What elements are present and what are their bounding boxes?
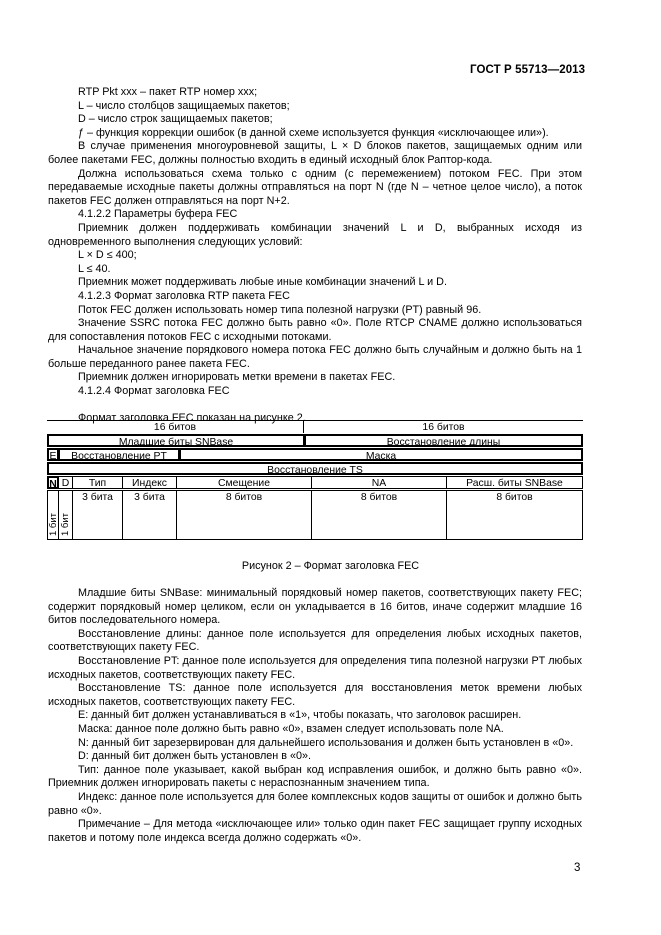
bits-left: 16 битов bbox=[47, 420, 304, 433]
formula: L ≤ 40. bbox=[78, 262, 111, 275]
figure-row-4 bbox=[45, 462, 585, 476]
paragraph: Поток FEC должен использовать номер типа полезной нагрузки (PT) равный 96. bbox=[78, 303, 482, 316]
fec-header-figure bbox=[45, 420, 585, 540]
paragraph: Индекс: данное поле используется для более комплексных кодов защиты от ошибок и должно быть равно «0». bbox=[48, 790, 582, 817]
snbase-ext-size: 8 битов bbox=[446, 490, 583, 540]
paragraph: Значение SSRC потока FEC должно быть равно «0». Поле RTCP CNAME должно использоваться для сопоставления потоков FEC с исходными потоками. bbox=[48, 317, 582, 343]
formula: L × D ≤ 400; bbox=[78, 249, 137, 262]
paragraph: Приемник должен поддерживать комбинации значений L и D, выбранных исходя из одновременного выполнения следующих условий: bbox=[48, 221, 582, 248]
index-size: 3 бита bbox=[122, 490, 177, 540]
document-header: ГОСТ Р 55713—2013 bbox=[470, 64, 586, 76]
d-bit-field: D bbox=[58, 476, 73, 489]
na-field: NA bbox=[311, 476, 447, 489]
paragraph: Приемник должен игнорировать метки времени в пакетах FEC. bbox=[78, 371, 396, 384]
d-size-cell bbox=[58, 490, 73, 540]
figure-row-sizes bbox=[45, 490, 585, 540]
paragraph: Восстановление PT: данное поле используется для определения типа полезной нагрузки PT любых исходных пакетов, соответствующих пакету FEC. bbox=[48, 654, 582, 681]
note: Примечание – Для метода «исключающее или» только один пакет FEC защищает группу исходных пакетов и потому поле индекса всегда должно содержать «0». bbox=[48, 818, 582, 844]
pt-recovery-field: Восстановление PT bbox=[58, 448, 180, 461]
na-size: 8 битов bbox=[311, 490, 447, 540]
offset-field: Смещение bbox=[176, 476, 312, 489]
type-size: 3 бита bbox=[72, 490, 123, 540]
type-field: Тип bbox=[72, 476, 123, 489]
paragraph: Восстановление TS: данное поле используется для восстановления меток времени любых исходных пакетов, соответствующих пакету FEC. bbox=[48, 682, 582, 708]
d-size-label: 1 бит bbox=[60, 512, 71, 536]
figure-row-2 bbox=[45, 434, 585, 448]
figure-intro: Формат заголовка FEC показан на рисунке 2. bbox=[78, 411, 306, 424]
offset-size: 8 битов bbox=[176, 490, 312, 540]
length-recovery-field: Восстановление длины bbox=[304, 434, 583, 447]
paragraph: В случае применения многоуровневой защиты, L × D блоков пакетов, защищаемых одним или более пакетами FEC, должны полностью входить в единый исходный блок Раптор-кода. bbox=[48, 140, 582, 166]
ts-recovery-field: Восстановление TS bbox=[47, 462, 583, 475]
n-bit-field: N bbox=[47, 476, 59, 489]
paragraph: Должна использоваться схема только с одним (с перемежением) потоком FEC. При этом передаваемые исходные пакеты должны отправляться на порт N (где N – четное целое число), а поток пакетов FEC должен отправляться на порт N+2. bbox=[48, 167, 582, 207]
snbase-ext-field: Расш. биты SNBase bbox=[446, 476, 583, 489]
bits-right: 16 битов bbox=[304, 420, 583, 433]
figure-row-3 bbox=[45, 448, 585, 462]
n-size-label: 1 бит bbox=[48, 512, 59, 536]
paragraph: Маска: данное поле должно быть равно «0», взамен следует использовать поле NA. bbox=[78, 722, 504, 735]
paragraph: N: данный бит зарезервирован для дальнейшего использования и должен быть установлен в «0». bbox=[78, 736, 574, 749]
paragraph: Младшие биты SNBase: минимальный порядковый номер пакетов, соответствующих пакету FEC; содержит порядковый номер целиком, если он укладывается в 16 битов, иначе содержит младшие 16 битов последовательного номера. bbox=[48, 587, 582, 627]
paragraph: RTP Pkt xxx – пакет RTP номер xxx; bbox=[78, 86, 258, 98]
e-bit-field: E bbox=[47, 448, 59, 461]
section-heading: 4.1.2.2 Параметры буфера FEC bbox=[78, 208, 238, 221]
index-field: Индекс bbox=[122, 476, 177, 489]
paragraph: Восстановление длины: данное поле используется для определения любых исходных пакетов, соответствующих пакету FEC. bbox=[48, 627, 582, 654]
page-number: 3 bbox=[574, 862, 581, 874]
section-heading: 4.1.2.4 Формат заголовка FEC bbox=[78, 385, 230, 398]
paragraph: L – число столбцов защищаемых пакетов; bbox=[78, 99, 290, 112]
mask-field: Маска bbox=[179, 448, 583, 461]
section-heading: 4.1.2.3 Формат заголовка RTP пакета FEC bbox=[78, 289, 290, 302]
paragraph: Приемник может поддерживать любые иные комбинации значений L и D. bbox=[78, 276, 447, 289]
figure-row-bits bbox=[45, 420, 585, 434]
paragraph: Начальное значение порядкового номера потока FEC должно быть случайным и должно быть на 1 больше переданного ранее пакета FEC. bbox=[48, 344, 582, 370]
top-text-block bbox=[48, 86, 582, 425]
snbase-low-field: Младшие биты SNBase bbox=[47, 434, 305, 447]
paragraph: ƒ – функция коррекции ошибок (в данной схеме используется функция «исключающее или»). bbox=[78, 126, 549, 139]
figure-caption: Рисунок 2 – Формат заголовка FEC bbox=[241, 560, 420, 572]
bottom-text-block bbox=[48, 587, 582, 845]
paragraph: Тип: данное поле указывает, какой выбран код исправления ошибок, и должно быть равно «0». Приемник должен игнорировать пакеты с нераспознанным значением типа. bbox=[48, 763, 582, 790]
paragraph: D: данный бит должен быть установлен в «0». bbox=[78, 750, 312, 763]
paragraph: E: данный бит должен устанавливаться в «1», чтобы показать, что заголовок расширен. bbox=[78, 709, 522, 722]
figure-row-5 bbox=[45, 476, 585, 490]
paragraph: D – число строк защищаемых пакетов; bbox=[78, 113, 273, 126]
